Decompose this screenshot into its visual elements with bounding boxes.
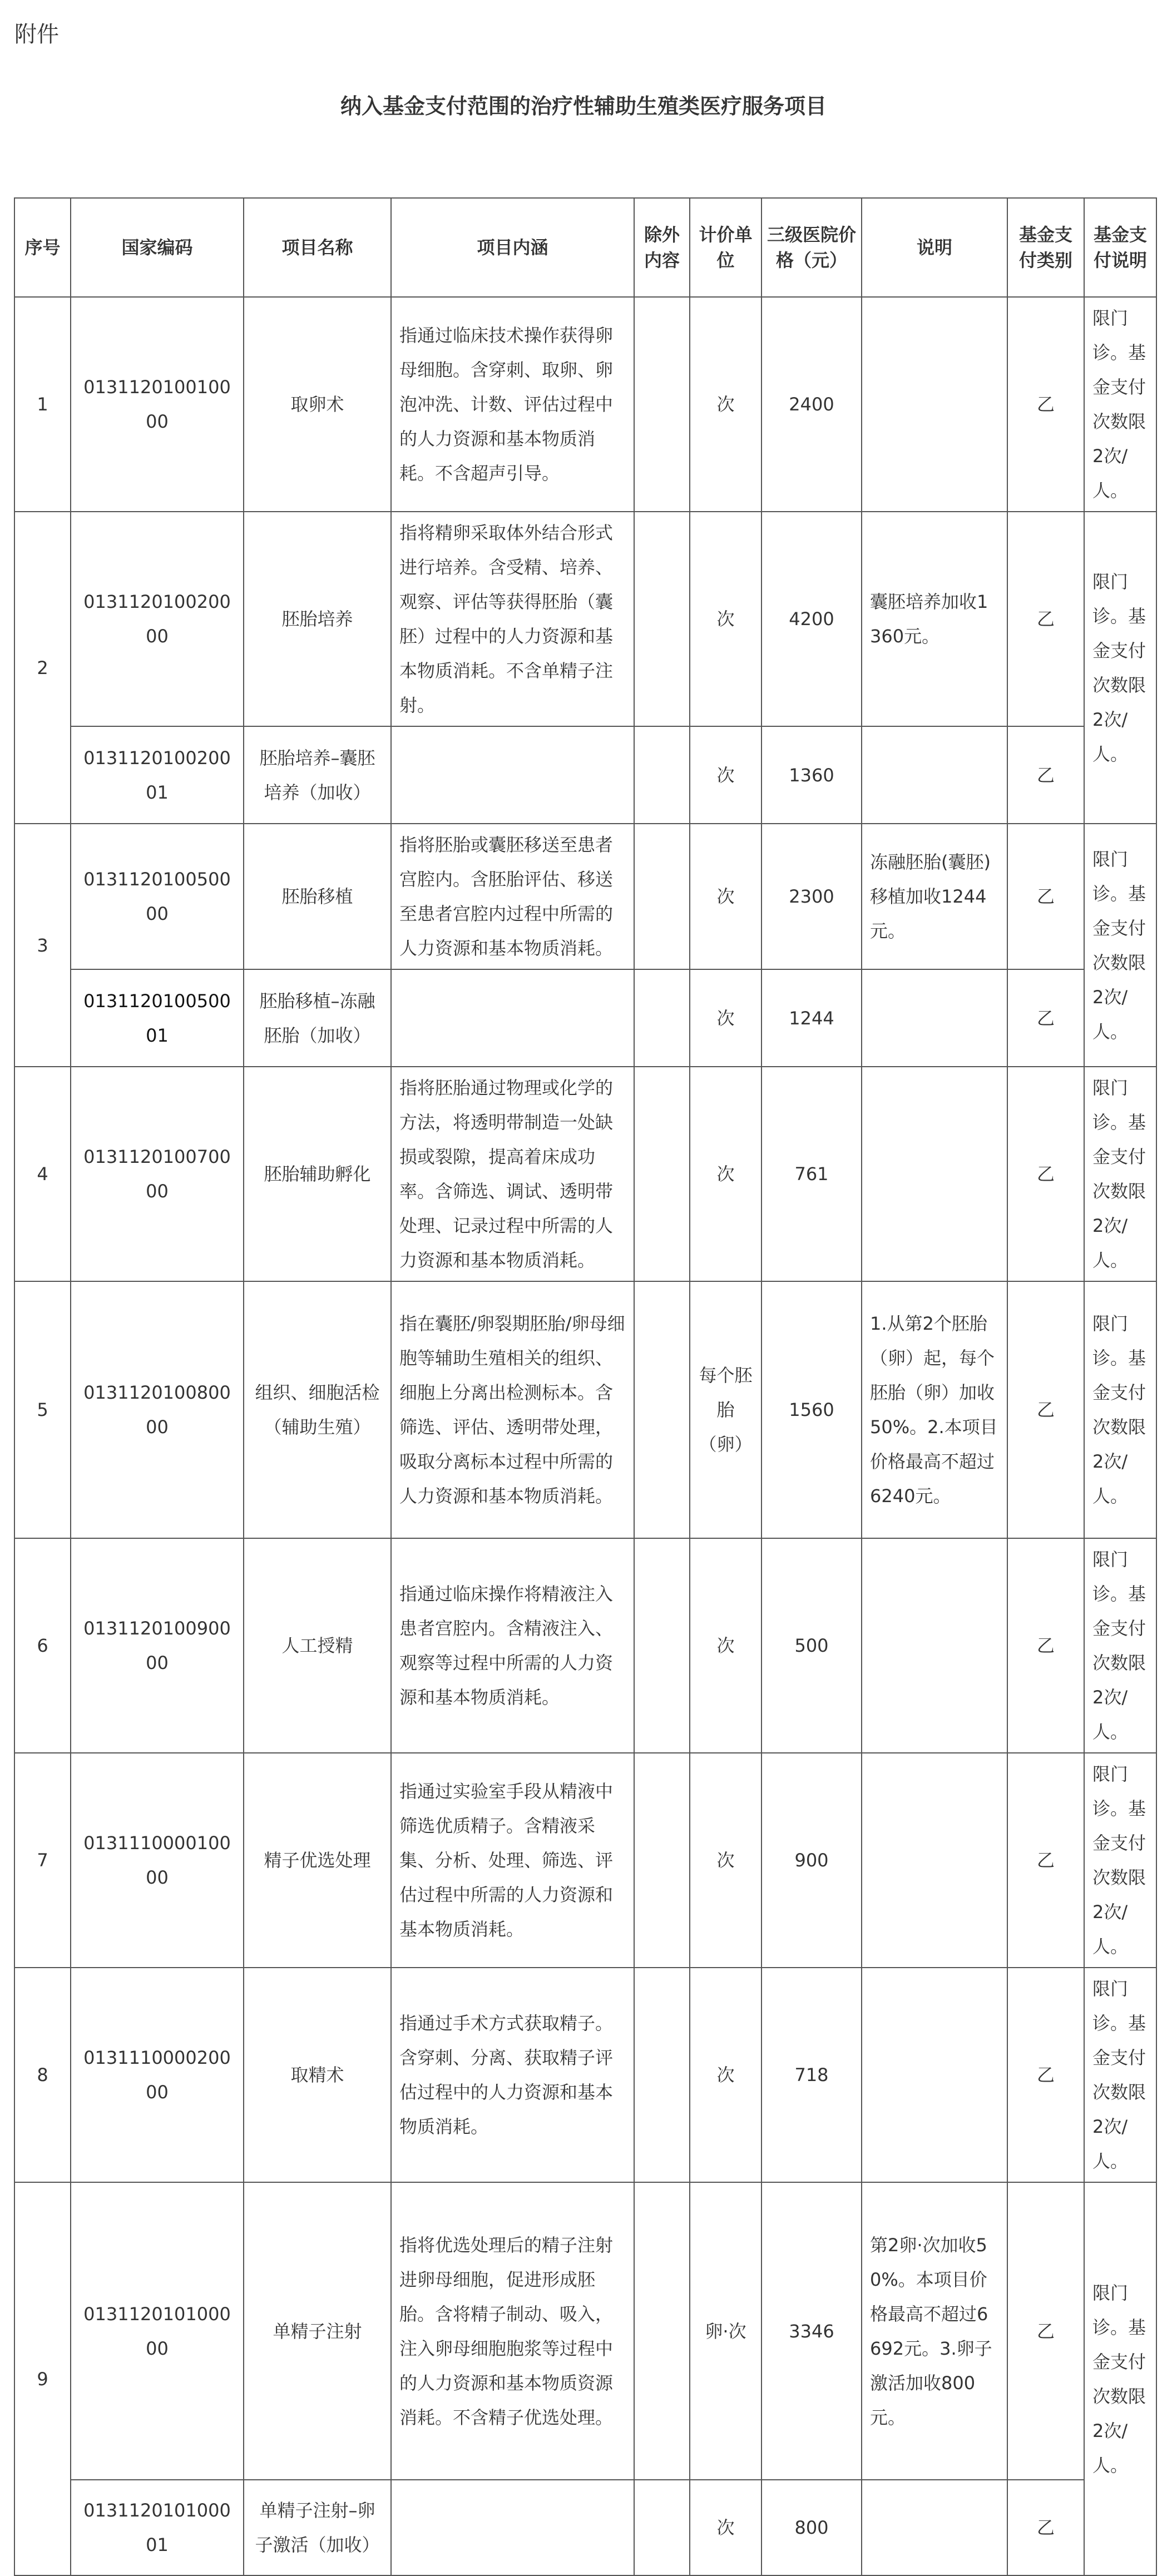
row-note xyxy=(862,1067,1007,1281)
row-seq: 7 xyxy=(14,1753,71,1968)
row-name: 胚胎移植 xyxy=(244,824,391,969)
row-fund-type: 乙 xyxy=(1007,1968,1084,2182)
row-exclusion xyxy=(634,1067,690,1281)
row-content: 指通过实验室手段从精液中筛选优质精子。含精液采集、分析、处理、筛选、评估过程中所需的人力资源和基本物质消耗。 xyxy=(391,1753,634,1968)
row-seq: 9 xyxy=(14,2182,71,2575)
row-code: 013112010090000 xyxy=(71,1538,244,1753)
row-name: 人工授精 xyxy=(244,1538,391,1753)
row-code: 013112010020001 xyxy=(71,726,244,824)
row-unit: 卵·次 xyxy=(690,2182,761,2480)
row-fund-note: 限门诊。基金支付次数限2次/人。 xyxy=(1084,824,1156,1067)
row-exclusion xyxy=(634,1753,690,1968)
row-fund-type: 乙 xyxy=(1007,2480,1084,2575)
row-unit: 次 xyxy=(690,297,761,512)
row-fund-note: 限门诊。基金支付次数限2次/人。 xyxy=(1084,297,1156,512)
row-fund-note: 限门诊。基金支付次数限2次/人。 xyxy=(1084,1753,1156,1968)
row-seq: 8 xyxy=(14,1968,71,2182)
row-code: 013112010080000 xyxy=(71,1281,244,1538)
header-fund-note: 基金支付说明 xyxy=(1084,198,1156,297)
row-note xyxy=(862,297,1007,512)
row-price: 3346 xyxy=(761,2182,862,2480)
row-fund-type: 乙 xyxy=(1007,297,1084,512)
table-row xyxy=(14,824,1156,969)
document-title: 纳入基金支付范围的治疗性辅助生殖类医疗服务项目 xyxy=(340,94,827,118)
header-seq: 序号 xyxy=(14,198,71,297)
table-row xyxy=(14,1281,1156,1538)
row-code: 013111000020000 xyxy=(71,1968,244,2182)
row-content: 指通过临床操作将精液注入患者宫腔内。含精液注入、观察等过程中所需的人力资源和基本物质消耗。 xyxy=(391,1538,634,1753)
row-code: 013112010100000 xyxy=(71,2182,244,2480)
row-fund-type: 乙 xyxy=(1007,1281,1084,1538)
row-exclusion xyxy=(634,297,690,512)
row-name: 胚胎移植–冻融胚胎（加收） xyxy=(244,969,391,1067)
row-fund-note: 限门诊。基金支付次数限2次/人。 xyxy=(1084,1538,1156,1753)
row-fund-note: 限门诊。基金支付次数限2次/人。 xyxy=(1084,2182,1156,2575)
row-seq: 6 xyxy=(14,1538,71,1753)
row-code: 013112010010000 xyxy=(71,297,244,512)
table-row xyxy=(14,2182,1156,2480)
table-row xyxy=(14,1968,1156,2182)
row-price: 900 xyxy=(761,1753,862,1968)
row-exclusion xyxy=(634,969,690,1067)
row-name: 单精子注射 xyxy=(244,2182,391,2480)
row-price: 1244 xyxy=(761,969,862,1067)
row-content xyxy=(391,2480,634,2575)
row-fund-type: 乙 xyxy=(1007,512,1084,726)
row-note xyxy=(862,1968,1007,2182)
row-exclusion xyxy=(634,1538,690,1753)
row-note xyxy=(862,2480,1007,2575)
row-seq: 3 xyxy=(14,824,71,1067)
row-price: 800 xyxy=(761,2480,862,2575)
table-row xyxy=(14,2480,1156,2575)
row-name: 取卵术 xyxy=(244,297,391,512)
row-unit: 次 xyxy=(690,1753,761,1968)
row-fund-type: 乙 xyxy=(1007,1538,1084,1753)
row-seq: 1 xyxy=(14,297,71,512)
row-exclusion xyxy=(634,1968,690,2182)
row-note: 冻融胚胎(囊胚)移植加收1244元。 xyxy=(862,824,1007,969)
row-fund-type: 乙 xyxy=(1007,1753,1084,1968)
row-unit: 次 xyxy=(690,1538,761,1753)
row-exclusion xyxy=(634,2182,690,2480)
row-exclusion xyxy=(634,1281,690,1538)
table-row xyxy=(14,1067,1156,1281)
row-note: 第2卵·次加收50%。本项目价格最高不超过6692元。3.卵子激活加收800元。 xyxy=(862,2182,1007,2480)
row-unit: 次 xyxy=(690,969,761,1067)
row-name: 取精术 xyxy=(244,1968,391,2182)
row-fund-note: 限门诊。基金支付次数限2次/人。 xyxy=(1084,1281,1156,1538)
service-items-table xyxy=(14,197,1157,2576)
row-code: 013111000010000 xyxy=(71,1753,244,1968)
row-unit: 次 xyxy=(690,512,761,726)
row-price: 718 xyxy=(761,1968,862,2182)
header-content: 项目内涵 xyxy=(391,198,634,297)
row-note: 1.从第2个胚胎（卵）起，每个胚胎（卵）加收50%。2.本项目价格最高不超过6240元。 xyxy=(862,1281,1007,1538)
row-name: 精子优选处理 xyxy=(244,1753,391,1968)
row-name: 胚胎培养–囊胚培养（加收） xyxy=(244,726,391,824)
row-exclusion xyxy=(634,726,690,824)
header-price: 三级医院价格（元） xyxy=(761,198,862,297)
row-note xyxy=(862,1753,1007,1968)
row-unit: 次 xyxy=(690,1067,761,1281)
row-seq: 2 xyxy=(14,512,71,824)
row-code: 013112010070000 xyxy=(71,1067,244,1281)
row-content: 指将精卵采取体外结合形式进行培养。含受精、培养、观察、评估等获得胚胎（囊胚）过程中的人力资源和基本物质消耗。不含单精子注射。 xyxy=(391,512,634,726)
row-note xyxy=(862,969,1007,1067)
header-fund-type: 基金支付类别 xyxy=(1007,198,1084,297)
row-price: 2400 xyxy=(761,297,862,512)
row-note xyxy=(862,726,1007,824)
table-row xyxy=(14,726,1156,824)
header-exclusion: 除外内容 xyxy=(634,198,690,297)
row-content: 指在囊胚/卵裂期胚胎/卵母细胞等辅助生殖相关的组织、细胞上分离出检测标本。含筛选、评估、透明带处理，吸取分离标本过程中所需的人力资源和基本物质消耗。 xyxy=(391,1281,634,1538)
header-unit: 计价单位 xyxy=(690,198,761,297)
row-exclusion xyxy=(634,512,690,726)
row-price: 1560 xyxy=(761,1281,862,1538)
row-fund-note: 限门诊。基金支付次数限2次/人。 xyxy=(1084,1968,1156,2182)
row-content: 指将胚胎通过物理或化学的方法，将透明带制造一处缺损或裂隙，提高着床成功率。含筛选、调试、透明带处理、记录过程中所需的人力资源和基本物质消耗。 xyxy=(391,1067,634,1281)
row-code: 013112010050001 xyxy=(71,969,244,1067)
row-name: 胚胎培养 xyxy=(244,512,391,726)
table-row xyxy=(14,512,1156,726)
header-name: 项目名称 xyxy=(244,198,391,297)
row-note xyxy=(862,1538,1007,1753)
row-code: 013112010100001 xyxy=(71,2480,244,2575)
row-unit: 每个胚胎（卵） xyxy=(690,1281,761,1538)
row-seq: 5 xyxy=(14,1281,71,1538)
table-row xyxy=(14,1753,1156,1968)
row-price: 4200 xyxy=(761,512,862,726)
row-content xyxy=(391,726,634,824)
row-fund-type: 乙 xyxy=(1007,726,1084,824)
table-row xyxy=(14,297,1156,512)
header-note: 说明 xyxy=(862,198,1007,297)
table-row xyxy=(14,969,1156,1067)
row-code: 013112010050000 xyxy=(71,824,244,969)
row-fund-type: 乙 xyxy=(1007,1067,1084,1281)
table-header-row xyxy=(14,198,1156,297)
row-content: 指通过手术方式获取精子。含穿刺、分离、获取精子评估过程中的人力资源和基本物质消耗。 xyxy=(391,1968,634,2182)
row-code: 013112010020000 xyxy=(71,512,244,726)
row-name: 单精子注射–卵子激活（加收） xyxy=(244,2480,391,2575)
row-price: 2300 xyxy=(761,824,862,969)
row-name: 组织、细胞活检（辅助生殖） xyxy=(244,1281,391,1538)
row-unit: 次 xyxy=(690,824,761,969)
row-content: 指将胚胎或囊胚移送至患者宫腔内。含胚胎评估、移送至患者宫腔内过程中所需的人力资源和基本物质消耗。 xyxy=(391,824,634,969)
row-price: 761 xyxy=(761,1067,862,1281)
row-content: 指将优选处理后的精子注射进卵母细胞，促进形成胚胎。含将精子制动、吸入，注入卵母细胞胞浆等过程中的人力资源和基本物质资源消耗。不含精子优选处理。 xyxy=(391,2182,634,2480)
table-row xyxy=(14,1538,1156,1753)
row-seq: 4 xyxy=(14,1067,71,1281)
row-unit: 次 xyxy=(690,726,761,824)
row-fund-type: 乙 xyxy=(1007,969,1084,1067)
row-exclusion xyxy=(634,824,690,969)
row-fund-type: 乙 xyxy=(1007,824,1084,969)
row-exclusion xyxy=(634,2480,690,2575)
row-unit: 次 xyxy=(690,2480,761,2575)
attachment-label: 附件 xyxy=(14,22,59,47)
row-name: 胚胎辅助孵化 xyxy=(244,1067,391,1281)
header-code: 国家编码 xyxy=(71,198,244,297)
row-price: 1360 xyxy=(761,726,862,824)
row-fund-type: 乙 xyxy=(1007,2182,1084,2480)
row-fund-note: 限门诊。基金支付次数限2次/人。 xyxy=(1084,512,1156,824)
row-note: 囊胚培养加收1360元。 xyxy=(862,512,1007,726)
row-unit: 次 xyxy=(690,1968,761,2182)
row-content: 指通过临床技术操作获得卵母细胞。含穿刺、取卵、卵泡冲洗、计数、评估过程中的人力资源和基本物质消耗。不含超声引导。 xyxy=(391,297,634,512)
row-content xyxy=(391,969,634,1067)
row-fund-note: 限门诊。基金支付次数限2次/人。 xyxy=(1084,1067,1156,1281)
row-price: 500 xyxy=(761,1538,862,1753)
